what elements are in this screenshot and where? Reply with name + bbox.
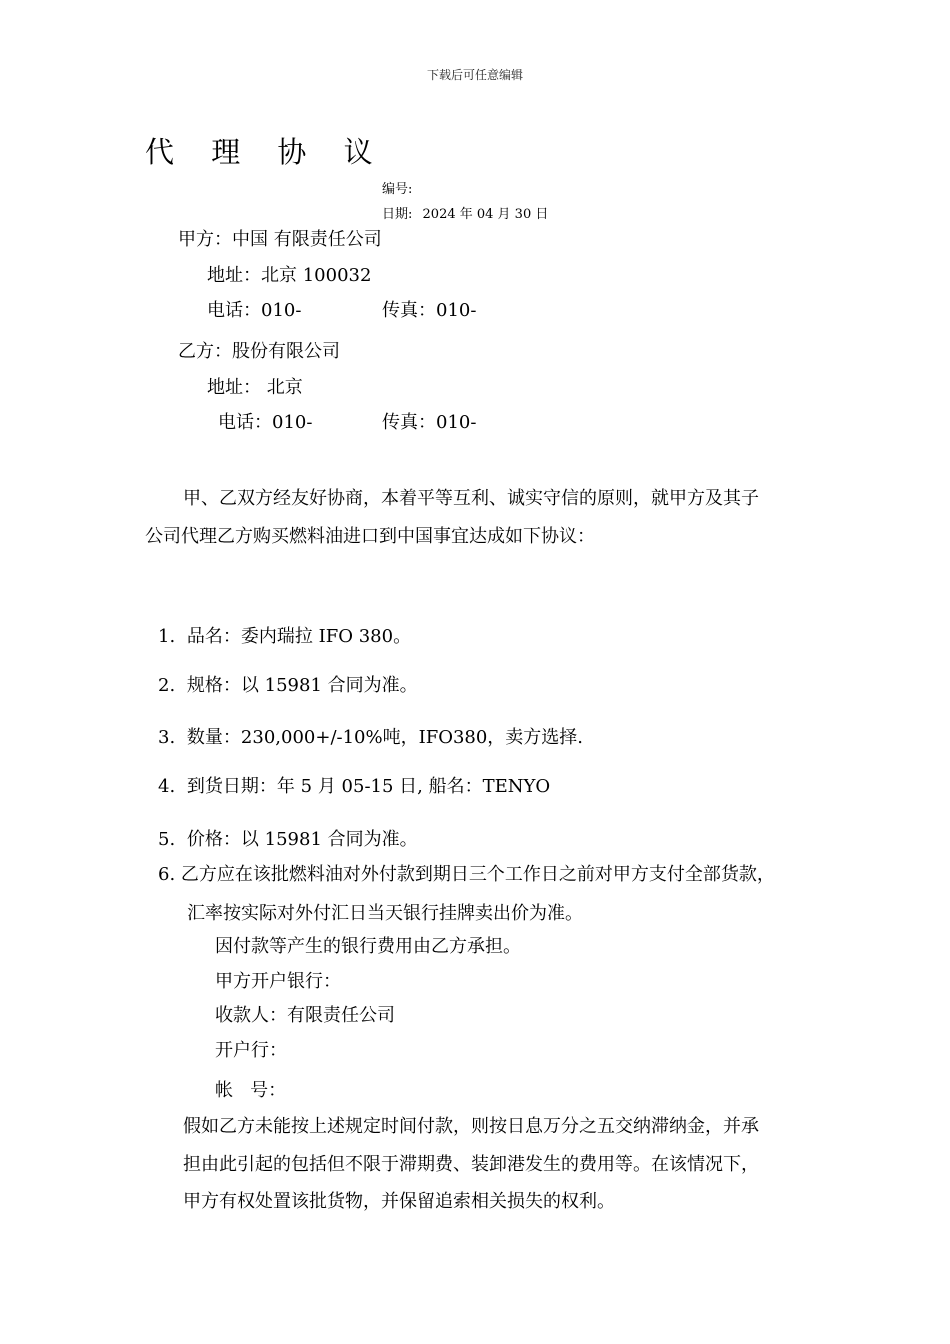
clause-number: 2. — [158, 675, 176, 696]
clause-6-line-1: 6. 乙方应在该批燃料油对外付款到期日三个工作日之前对甲方支付全部货款， — [158, 864, 775, 885]
clause-6-bank: 甲方开户银行： — [215, 971, 341, 992]
party-a-phone: 电话：010- — [207, 300, 302, 321]
clause-1 — [158, 622, 411, 648]
party-a-name: 甲方：中国 有限责任公司 — [178, 229, 382, 250]
party-a-address: 地址：北京 100032 — [207, 265, 372, 286]
clause-5 — [158, 825, 418, 851]
clause-text: 数量：230,000+/-10%吨，IFO380，卖方选择. — [186, 727, 584, 748]
clause-number: 3. — [158, 727, 176, 748]
penalty-line-1: 假如乙方未能按上述规定时间付款，则按日息万分之五交纳滞纳金，并承 — [183, 1116, 759, 1137]
party-b-phone: 电话：010- — [218, 412, 313, 433]
intro-line-1: 甲、乙双方经友好协商，本着平等互利、诚实守信的原则，就甲方及其子 — [183, 488, 759, 509]
clause-6-payee: 收款人：有限责任公司 — [215, 1005, 395, 1026]
penalty-line-3: 甲方有权处置该批货物，并保留追索相关损失的权利。 — [183, 1191, 615, 1212]
clause-number: 4. — [158, 776, 176, 797]
page-header-note: 下载后可任意编辑 — [426, 68, 523, 82]
date-value: 2024 年 04 月 30 日 — [422, 207, 549, 222]
party-b-fax: 传真：010- — [382, 412, 477, 433]
clause-2 — [158, 671, 418, 697]
clause-6-branch: 开户行： — [215, 1040, 287, 1061]
document-title: 代 理 协 议 — [145, 135, 387, 169]
party-b-address: 地址： 北京 — [207, 377, 303, 398]
clause-3 — [158, 723, 583, 749]
document-number-label: 编号: — [382, 182, 413, 197]
clause-6-line-2: 汇率按实际对外付汇日当天银行挂牌卖出价为准。 — [187, 903, 583, 924]
clause-text: 规格：以 15981 合同为准。 — [186, 675, 418, 696]
clause-6-account: 帐 号： — [215, 1080, 287, 1101]
clause-6-fees: 因付款等产生的银行费用由乙方承担。 — [215, 936, 521, 957]
clause-text: 品名：委内瑞拉 IFO 380。 — [186, 626, 412, 647]
clause-number: 1. — [158, 626, 176, 647]
clause-number: 5. — [158, 829, 176, 850]
date-label: 日期: — [382, 207, 413, 222]
clause-text: 到货日期：年 5 月 05-15 日, 船名：TENYO — [186, 776, 551, 797]
clause-4 — [158, 772, 550, 798]
clause-text: 价格：以 15981 合同为准。 — [186, 829, 418, 850]
document-date — [382, 203, 548, 222]
party-a-fax: 传真：010- — [382, 300, 477, 321]
intro-line-2: 公司代理乙方购买燃料油进口到中国事宜达成如下协议： — [145, 526, 595, 547]
party-b-name: 乙方：股份有限公司 — [178, 341, 340, 362]
penalty-line-2: 担由此引起的包括但不限于滞期费、装卸港发生的费用等。在该情况下， — [183, 1154, 759, 1175]
